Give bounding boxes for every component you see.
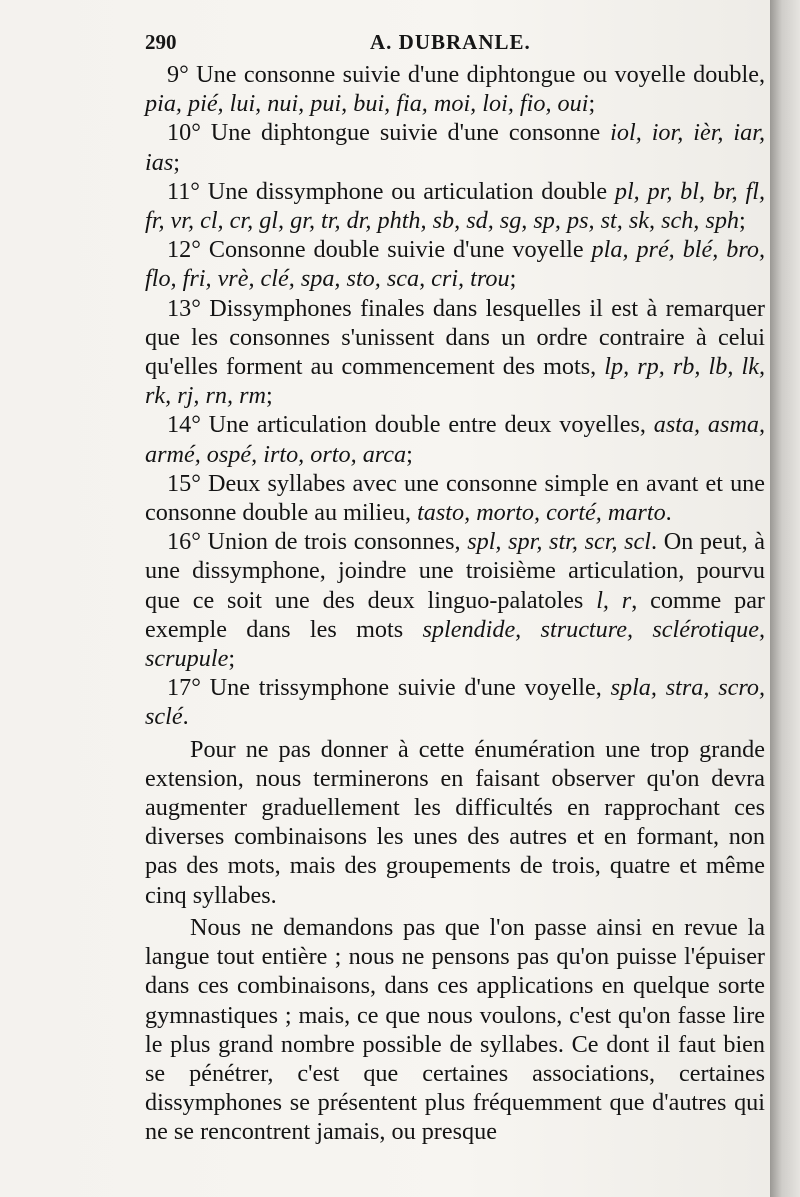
- list-item: 11° Une dissymphone ou articulation double pl, pr, bl, br, fl, fr, vr, cl, cr, gl, gr, tr, dr, phth, sb, sd, sg, sp, ps, st, sk, sch, sph;: [145, 177, 765, 235]
- list-item: 12° Consonne double suivie d'une voyelle pla, pré, blé, bro, flo, fri, vrè, clé, spa, sto, sca, cri, trou;: [145, 236, 765, 293]
- list-item: 16° Union de trois consonnes, spl, spr, str, scr, scl. On peut, à une dissymphone, joindre une troisième articulation, pourvu que ce soit une des deux linguo-palatoles l, r, comme par exemple dans les mots splendide, structure, sclérotique, scrupule;: [145, 528, 765, 673]
- list-item: 17° Une trissymphone suivie d'une voyelle, spla, stra, scro, sclé.: [145, 674, 765, 731]
- page-edge: [770, 0, 800, 1197]
- paragraph: Nous ne demandons pas que l'on passe ainsi en revue la langue tout entière ; nous ne pensons pas qu'on puisse l'épuiser dans ces combinaisons, dans ces applications en quelque sorte gymnastiques ; mais, ce que nous voulons, c'est qu'on fasse lire le plus grand nombre possible de syllabes. Ce dont il faut bien se pénétrer, c'est que certaines associations, certaines dissymphones se présentent plus fréquemment que d'autres qui ne se rencontrent jamais, ou presque: [145, 913, 765, 1146]
- list-item: 9° Une consonne suivie d'une diphtongue ou voyelle double, pia, pié, lui, nui, pui, bui, fia, moi, loi, fio, oui;: [145, 61, 765, 118]
- list-item: 14° Une articulation double entre deux voyelles, asta, asma, armé, ospé, irto, orto, arca;: [145, 411, 765, 468]
- page-number: 290: [145, 30, 177, 54]
- list-item: 10° Une diphtongue suivie d'une consonne iol, ior, ièr, iar, ias;: [145, 119, 766, 176]
- list-item: 15° Deux syllabes avec une consonne simple en avant et une consonne double au milieu, tasto, morto, corté, marto.: [145, 469, 765, 527]
- running-head: A. DUBRANLE.: [370, 30, 531, 54]
- paragraph: Pour ne pas donner à cette énumération une trop grande extension, nous terminerons en faisant observer qu'on devra augmenter graduellement les difficultés en rapprochant ces diverses combinaisons les unes des autres et en formant, non pas des mots, mais des groupements de trois, quatre et même cinq syllabes.: [145, 735, 765, 909]
- body-text: [145, 60, 765, 1147]
- list-item: 13° Dissymphones finales dans lesquelles il est à remarquer que les consonnes s'unissent dans un ordre contraire à celui qu'elles forment au commencement des mots, lp, rp, rb, lb, lk, rk, rj, rn, rm;: [145, 294, 765, 410]
- page-header: [145, 30, 732, 60]
